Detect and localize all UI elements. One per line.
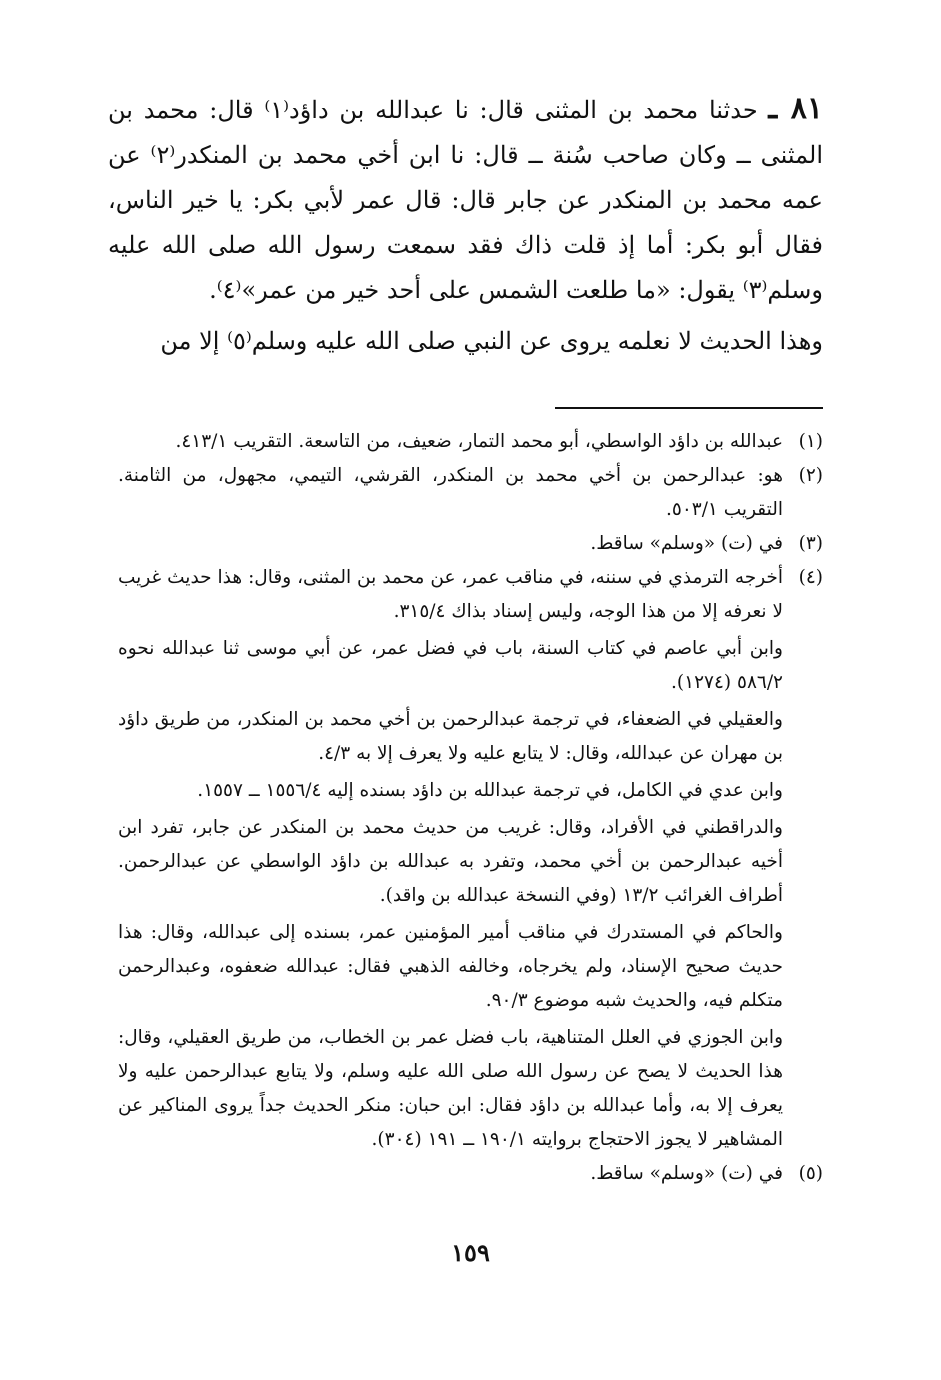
footnote-body xyxy=(118,1157,783,1191)
main-text xyxy=(108,86,823,364)
footnote-3 xyxy=(118,527,823,561)
footnote-marker: (٤) xyxy=(798,567,823,588)
footnote-text: والدراقطني في الأفراد، وقال: غريب من حديث محمد بن المنكدر عن جابر، تفرد ابن أخيه عبدالرحمن بن أخي محمد، وتفرد به عبدالله بن داؤد الواسطي عن عبدالرحمن. أطراف الغرائب ١٣/٢ (وفي النسخة عبدالله بن واقد). xyxy=(118,817,783,906)
footnote-text: وابن أبي عاصم في كتاب السنة، باب في فضل عمر، عن أبي موسى ثنا عبدالله نحوه ٥٨٦/٢ (١٢٧٤). xyxy=(118,638,783,693)
footnote-body xyxy=(118,527,783,561)
footnote-body xyxy=(118,425,783,459)
footnote-text: والعقيلي في الضعفاء، في ترجمة عبدالرحمن بن أخي محمد بن المنكدر، من طريق داؤد بن مهران عن عبدالله، وقال: لا يتابع عليه ولا يعرف إلا به ٤/٣. xyxy=(118,709,783,764)
footnote-marker: (٣) xyxy=(798,533,823,554)
footnotes xyxy=(118,425,823,1191)
footnote-text: أخرجه الترمذي في سننه، في مناقب عمر، عن محمد بن المثنى، وقال: هذا حديث غريب لا نعرفه إلا من هذا الوجه، وليس إسناد بذاك ٣١٥/٤. xyxy=(118,567,783,622)
commentary-paragraph: وهذا الحديث لا نعلمه يروى عن النبي صلى الله عليه وسلم⁽٥⁾ إلا من xyxy=(160,327,823,355)
footnote-text: وابن عدي في الكامل، في ترجمة عبدالله بن داؤد بسنده إليه ١٥٥٦/٤ ــ ١٥٥٧. xyxy=(197,780,783,801)
footnote-separator xyxy=(555,407,823,409)
footnote-1 xyxy=(118,425,823,459)
footnote-marker: (٢) xyxy=(798,465,823,486)
footnote-body xyxy=(118,459,783,527)
page-number: ١٥٩ xyxy=(451,1238,490,1267)
footnote-text: في (ت) «وسلم» ساقط. xyxy=(590,533,783,554)
footnote-text: في (ت) «وسلم» ساقط. xyxy=(590,1163,783,1184)
footnote-text: وابن الجوزي في العلل المتناهية، باب فضل عمر بن الخطاب، من طريق العقيلي، وقال: هذا الحديث لا يصح عن رسول الله صلى الله عليه وسلم، ولا يتابع عبدالرحمن عليه ولا يعرف إلا به، وأما عبدالله بن داؤد فقال: ابن حبان: منكر الحديث جداً يروى المناكير عن المشاهير لا يجوز الاحتجاج بروايته ١٩٠/١ ــ ١٩١ (٣٠٤). xyxy=(118,1027,783,1150)
footnote-5 xyxy=(118,1157,823,1191)
footnote-marker: (١) xyxy=(798,431,823,452)
footnote-text: عبدالله بن داؤد الواسطي، أبو محمد التمار، ضعيف، من التاسعة. التقريب ٤١٣/١. xyxy=(175,431,783,452)
hadith-number: ٨١ ـ xyxy=(768,91,824,126)
footnote-2 xyxy=(118,459,823,527)
footnote-text: هو: عبدالرحمن بن أخي محمد بن المنكدر، القرشي، التيمي، مجهول، من الثامنة. التقريب ٥٠٣/١. xyxy=(118,465,783,520)
footnote-marker: (٥) xyxy=(798,1163,823,1184)
hadith-text: حدثنا محمد بن المثنى قال: نا عبدالله بن داؤد⁽١⁾ قال: محمد بن المثنى ــ وكان صاحب سُنة ــ قال: نا ابن أخي محمد بن المنكدر⁽٢⁾ عن عمه محمد بن المنكدر عن جابر قال: قال عمر لأبي بكر: يا خير الناس، فقال أبو بكر: أما إذ قلت ذاك فقد سمعت رسول الله صلى الله عليه وسلم⁽٣⁾ يقول: «ما طلعت الشمس على أحد خير من عمر»⁽٤⁾. xyxy=(108,96,823,304)
footnote-4 xyxy=(118,561,823,1157)
hadith-paragraph xyxy=(108,86,823,313)
footnote-text: والحاكم في المستدرك في مناقب أمير المؤمنين عمر، بسنده إلى عبدالله، وقال: هذا حديث صحيح الإسناد، ولم يخرجاه، وخالفه الذهبي فقال: عبدالله ضعفوه، وعبدالرحمن متكلم فيه، والحديث شبه موضوع ٩٠/٣. xyxy=(118,922,783,1011)
footnote-body xyxy=(118,561,783,1157)
